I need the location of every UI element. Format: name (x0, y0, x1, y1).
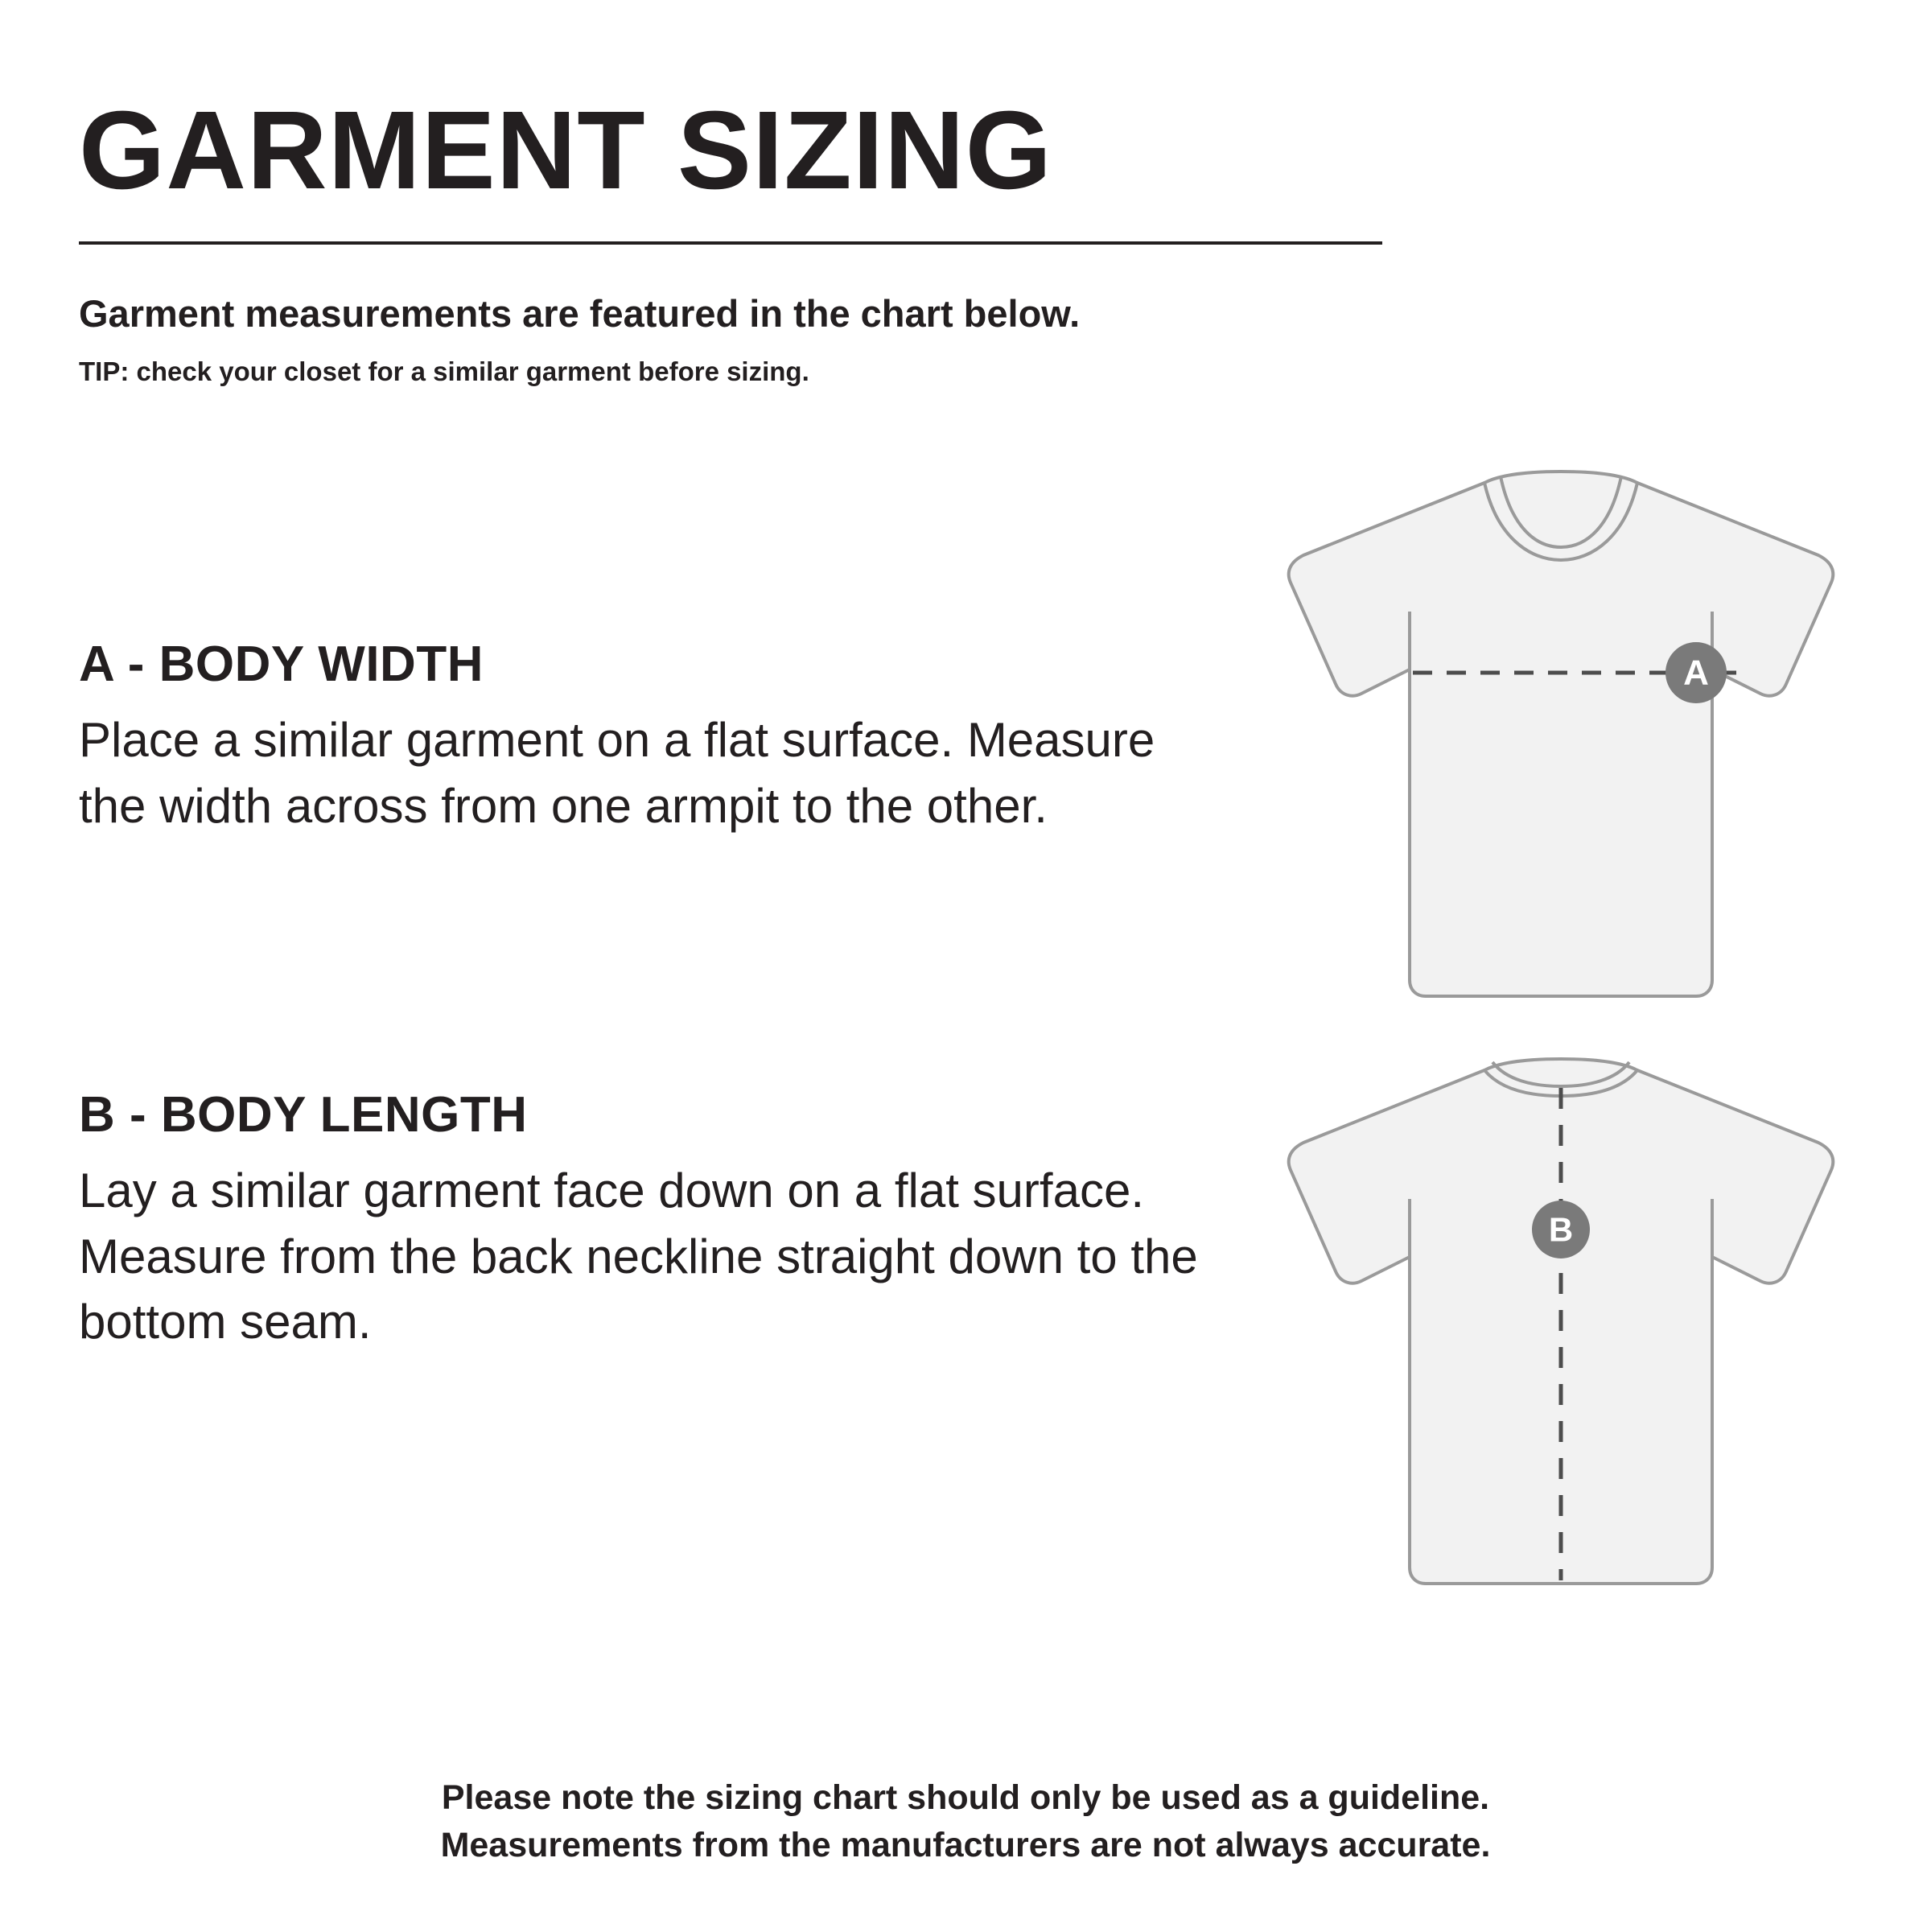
marker-a-icon (1665, 642, 1727, 703)
marker-b-icon (1532, 1201, 1590, 1258)
header-tip: TIP: check your closet for a similar garment before sizing. (79, 356, 809, 387)
measurement-description: Place a similar garment on a flat surface. Measure the width across from one armpit to the other. (79, 713, 1155, 833)
footer-line-1: Please note the sizing chart should only be used as a guideline. (441, 1778, 1490, 1817)
measurement-block-body-length (79, 1086, 1221, 1355)
header-subtitle: Garment measurements are featured in the chart below. (79, 292, 1081, 335)
footer-disclaimer (0, 1774, 1931, 1870)
footer-line-2: Measurements from the manufacturers are not always accurate. (440, 1826, 1491, 1865)
marker-b-label: B (1548, 1210, 1574, 1249)
measurement-heading: B - BODY LENGTH (79, 1087, 528, 1143)
tshirt-front-body (1289, 472, 1834, 996)
header (79, 89, 1398, 388)
tshirt-back-illustration (1255, 1046, 1867, 1629)
measurement-heading: A - BODY WIDTH (79, 636, 484, 692)
measurement-description: Lay a similar garment face down on a flat surface. Measure from the back neckline straight down to the bottom seam. (79, 1164, 1198, 1349)
title-divider (79, 241, 1382, 245)
marker-a-label: A (1683, 653, 1709, 693)
measurement-block-body-width (79, 636, 1221, 838)
tshirt-front-illustration (1255, 459, 1867, 1042)
page-title: GARMENT SIZING (79, 89, 1052, 212)
